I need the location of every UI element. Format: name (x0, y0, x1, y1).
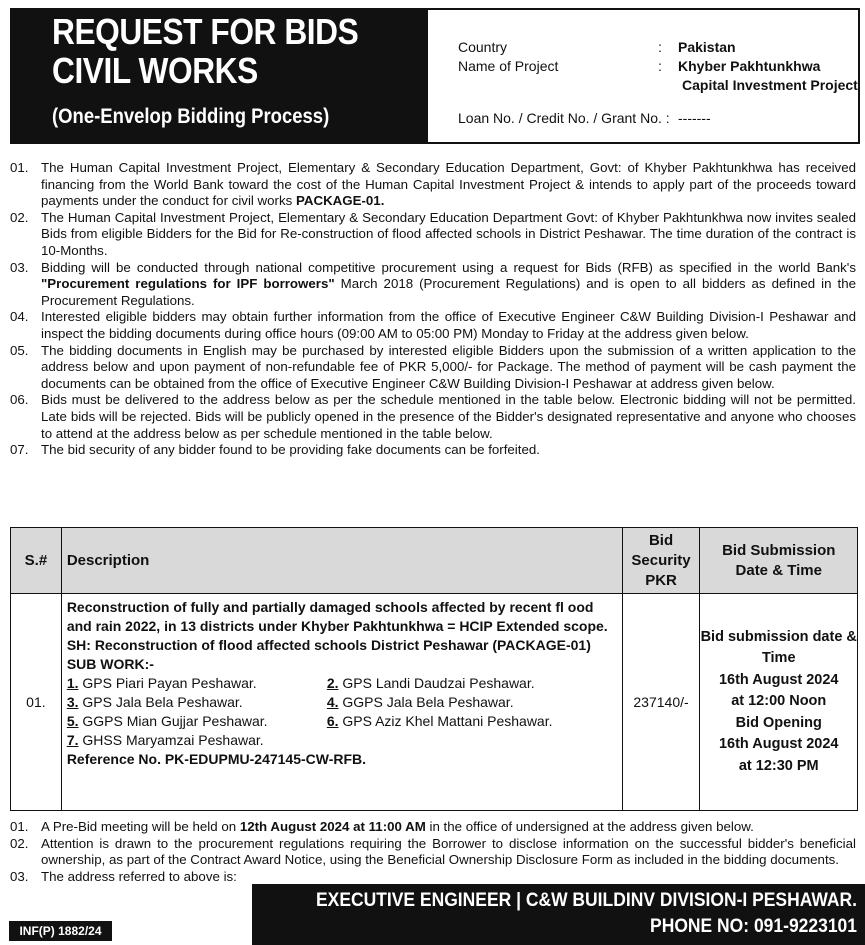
pre-bid-date: 12th August 2024 at 11:00 AM (239, 819, 426, 834)
package-ref: PACKAGE-01. (295, 193, 385, 209)
sub-work-item: 3. GPS Jala Bela Peshawar. (66, 694, 243, 710)
list-item (10, 819, 856, 836)
item-number: 05. (10, 342, 29, 358)
note-number: 02. (10, 835, 29, 851)
subtitle: (One-Envelop Bidding Process) (52, 105, 330, 128)
list-item (10, 392, 856, 442)
sub-work-item: 6. GPS Aziz Khel Mattani Peshawar. (326, 713, 553, 729)
work-description: Reconstruction of fully and partially damaged schools affected by recent fl ood and rain 2022, in 13 districts under Khyber Pakhtunkhwa = HCIP Extended scope. SH: Reconstruction of flood affected schools District Peshawar (PACKAGE-01) (66, 599, 608, 653)
note-text: The address referred to above is: (41, 868, 237, 884)
item-number: 01. (10, 160, 29, 175)
row-description (61, 594, 622, 811)
title-line-2: CIVIL WORKS (52, 50, 258, 91)
colon: : (658, 58, 662, 74)
item-number: 07. (10, 442, 29, 458)
list-item (10, 210, 856, 260)
title-panel (12, 10, 428, 142)
item-number: 02. (10, 209, 29, 225)
title-line-1: REQUEST FOR BIDS (52, 11, 359, 52)
header-sn: S.# (11, 528, 62, 594)
reference-number: Reference No. PK-EDUPMU-247145-CW-RFB. (66, 751, 367, 767)
list-item (10, 309, 856, 342)
list-item (10, 260, 856, 310)
phone-number: PHONE NO: 091-9223101 (650, 916, 857, 937)
note-number: 03. (10, 868, 29, 884)
project-label: Name of Project (458, 58, 559, 74)
item-text: The Human Capital Investment Project, Elementary & Secondary Education Department, Govt: of Khyber Pakhtunkhwa has received financing from the World Bank toward the cost of the Human Capital Investment Project & intends to apply part of the proceeds toward payments under the conduct for civil works PACKAGE-01. (41, 160, 856, 209)
note-text: Attention is drawn to the procurement regulations requiring the Borrower to disclose information on the successful bidder's beneficial ownership, as part of the Contract Award Notice, using the Beneficial Ownership Disclosure Form as included in the bidding documents. (41, 835, 856, 868)
sub-work-item: 5. GGPS Mian Gujjar Peshawar. (66, 713, 268, 729)
item-number: 03. (10, 259, 29, 275)
sub-work-item: 4. GGPS Jala Bela Peshawar. (326, 694, 514, 710)
list-item (10, 442, 856, 459)
row-sn: 01. (11, 594, 62, 811)
loan-row (458, 109, 858, 128)
note-number: 01. (10, 819, 29, 834)
country-value: Pakistan (678, 39, 736, 55)
item-text: The bid security of any bidder found to be providing fake documents can be forfeited. (41, 442, 540, 458)
sub-work-list (67, 674, 618, 750)
list-item (10, 343, 856, 393)
item-text: Bidding will be conducted through national competitive procurement using a request for Bids (RFB) as specified in the world Bank's "Procurement regulations for IPF borrowers" March 2018 (Procurement Regulations) and is open to all bidders as defined in the Procurement Regulations. (41, 259, 856, 308)
list-item (10, 869, 856, 886)
inf-badge: INF(P) 1882/24 (9, 921, 112, 941)
header-bid-security: Bid Security PKR (622, 528, 700, 594)
colon: : (658, 39, 662, 55)
note-text: A Pre-Bid meeting will be held on 12th August 2024 at 11:00 AM in the office of undersigned at the address given below. (41, 819, 754, 834)
list-item (10, 160, 856, 210)
item-text: The bidding documents in English may be purchased by interested eligible Bidders upon the submission of a written application to the address below and upon payment of non-refundable fee of PKR 5,000/- for Package. The method of payment will be cash payment the documents can be obtained from the office of Executive Engineer C&W Building Division-I Peshawar at address given below. (41, 342, 856, 391)
table-row (11, 594, 858, 811)
project-value-line-1: Khyber Pakhtunkhwa (678, 58, 821, 74)
row-bid-security: 237140/- (622, 594, 700, 811)
loan-label: Loan No. / Credit No. / Grant No. : (458, 110, 670, 126)
sub-work-item: 2. GPS Landi Daudzai Peshawar. (326, 675, 535, 691)
item-text: Interested eligible bidders may obtain further information from the office of Executive Engineer C&W Building Division-I Peshawar and inspect the bidding documents during office hours (09:00 AM to 05:00 PM) Monday to Friday at the address given below. (41, 309, 856, 341)
row-bid-submission: Bid submission date & Time 16th August 2024 at 12:00 Noon Bid Opening 16th August 2024 at 12:30 PM (700, 594, 858, 811)
table-header-row (11, 528, 858, 594)
header-bid-submission: Bid Submission Date & Time (700, 528, 858, 594)
office-address: EXECUTIVE ENGINEER | C&W BUILDINV DIVISION-I PESHAWAR. (315, 890, 857, 911)
notes-list (10, 819, 856, 885)
project-info (428, 10, 858, 142)
list-item (10, 836, 856, 869)
item-number: 06. (10, 392, 29, 408)
header-box (10, 8, 860, 144)
item-text: Bids must be delivered to the address below as per the schedule mentioned in the table below. Electronic bidding will not be permitted. Late bids will be rejected. Bids will be publicly opened in the presence of the Bidder's designated representative and anyone who chooses to attend at the address below as per schedule mentioned in the table below. (41, 392, 856, 441)
item-text: The Human Capital Investment Project, Elementary & Secondary Education Department Govt: of Khyber Pakhtunkhwa now invites sealed Bids from eligible Bidders for the Bid for Re-construction of flood affected schools in District Peshawar. The time duration of the contract is 10-Months. (41, 209, 856, 258)
project-value-line-2: Capital Investment Project (682, 77, 858, 93)
loan-value: ------- (678, 110, 711, 126)
header-description: Description (61, 528, 622, 594)
regulations-ref: "Procurement regulations for IPF borrowers" (41, 276, 335, 292)
project-value (678, 57, 858, 95)
address-banner (252, 884, 865, 945)
instructions-list (10, 160, 856, 459)
item-number: 04. (10, 309, 29, 325)
bids-table (10, 527, 858, 811)
sub-work-item: 1. GPS Piari Payan Peshawar. (66, 675, 257, 691)
project-row (458, 57, 858, 95)
sub-work-label: SUB WORK:- (66, 656, 154, 672)
country-label: Country (458, 39, 508, 55)
country-row (458, 38, 858, 57)
sub-work-item: 7. GHSS Maryamzai Peshawar. (66, 732, 264, 748)
